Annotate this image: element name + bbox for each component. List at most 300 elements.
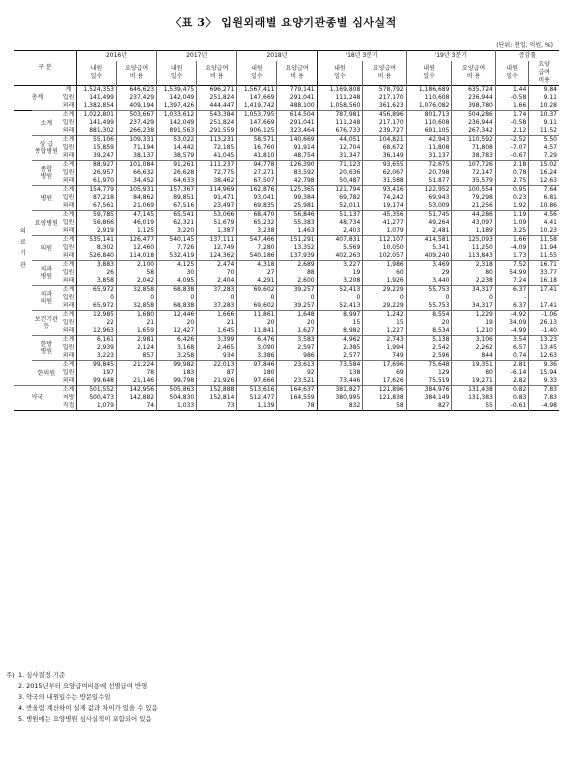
table-cell: 6.81: [529, 194, 559, 202]
table-cell: 29,229: [363, 302, 406, 311]
table-row: [14, 302, 559, 311]
table-cell: 1,397,426: [157, 102, 197, 111]
table-cell: 16.18: [529, 277, 559, 286]
table-cell: 5,569: [317, 244, 363, 252]
table-row: [14, 152, 559, 161]
table-cell: 1,058,560: [317, 102, 363, 111]
table-cell: 110,608: [406, 94, 452, 102]
table-cell: 0.74: [495, 352, 528, 361]
table-cell: 68,672: [363, 144, 406, 152]
table-cell: 291,041: [277, 119, 317, 127]
table-cell: 13,352: [277, 244, 317, 252]
table-cell: 7.83: [529, 394, 559, 402]
table-row: [14, 219, 559, 227]
table-cell: 6.57: [495, 344, 528, 352]
table-cell: 43,097: [452, 219, 495, 227]
table-cell: 55,753: [406, 302, 452, 311]
table-cell: 68,838: [157, 286, 197, 295]
table-row: [14, 177, 559, 186]
table-cell: 844: [452, 352, 495, 361]
table-cell: 2.81: [495, 361, 528, 370]
table-cell: 79,298: [452, 194, 495, 202]
table-cell: 1,926: [363, 277, 406, 286]
table-cell: 3.54: [495, 336, 528, 345]
table-cell: 55,106: [76, 136, 116, 145]
table-row: [14, 94, 559, 102]
table-cell: 676,733: [317, 127, 363, 136]
table-cell: 3,223: [76, 352, 116, 361]
row-type: 입원: [62, 319, 75, 327]
table-cell: 9.11: [529, 94, 559, 102]
table-cell: 111,248: [317, 119, 363, 127]
table-cell: 1,229: [452, 311, 495, 320]
table-cell: 381,827: [317, 386, 363, 395]
table-cell: 505,863: [157, 386, 197, 395]
table-cell: 99,845: [76, 361, 116, 370]
table-cell: 93,655: [363, 161, 406, 170]
header-section: 구 분: [38, 64, 52, 72]
table-cell: 142,049: [157, 94, 197, 102]
table-cell: 12,460: [117, 244, 157, 252]
table-cell: 125,365: [277, 186, 317, 195]
table-cell: 75,519: [406, 377, 452, 386]
table-cell: 12,749: [197, 244, 237, 252]
table-cell: -1.40: [529, 327, 559, 336]
table-cell: 27: [237, 269, 277, 277]
table-cell: 110,608: [406, 119, 452, 127]
table-cell: 58: [363, 402, 406, 411]
row-type: 소계: [62, 261, 75, 269]
table-cell: -: [495, 294, 528, 302]
table-cell: 4.41: [529, 219, 559, 227]
table-cell: 8,302: [76, 244, 116, 252]
table-cell: 55,383: [277, 219, 317, 227]
row-type: 외래: [62, 202, 75, 210]
table-cell: 11,861: [237, 311, 277, 320]
table-cell: 2,262: [452, 344, 495, 352]
table-cell: 9.11: [529, 119, 559, 127]
table-cell: 92: [277, 369, 317, 377]
table-row: [14, 377, 559, 386]
table-cell: 11,841: [237, 327, 277, 336]
table-cell: 11,808: [406, 144, 452, 152]
table-cell: 19,174: [363, 202, 406, 211]
table-cell: 152,888: [197, 386, 237, 395]
table-cell: 646,623: [117, 86, 157, 95]
table-cell: 141,499: [76, 94, 116, 102]
table-cell: 2,577: [317, 352, 363, 361]
table-cell: 3,168: [157, 344, 197, 352]
table-cell: 2,100: [117, 261, 157, 270]
table-cell: 21,069: [117, 202, 157, 211]
table-row: [14, 361, 559, 370]
row-type: 입원: [62, 294, 75, 302]
table-cell: 20,636: [317, 169, 363, 177]
table-cell: 73,446: [317, 377, 363, 386]
table-cell: 33.77: [529, 269, 559, 277]
table-cell: 78: [277, 402, 317, 411]
table-cell: 691,105: [406, 127, 452, 136]
table-cell: 16.71: [529, 261, 559, 270]
table-cell: 3,220: [157, 227, 197, 236]
table-cell: 409,194: [117, 102, 157, 111]
table-cell: 121,838: [363, 394, 406, 402]
table-cell: 2,600: [277, 277, 317, 286]
table-cell: 44,051: [317, 136, 363, 145]
table-cell: 74,242: [363, 194, 406, 202]
table-cell: 251,824: [197, 94, 237, 102]
table-cell: 361,623: [363, 102, 406, 111]
note-item: 2. 2015년부터 요양급여비용에 선별급여 반영: [18, 682, 148, 690]
table-cell: 71,808: [452, 144, 495, 152]
table-cell: 65,541: [157, 211, 197, 220]
row-type: 입원: [62, 219, 75, 227]
table-row: [14, 261, 559, 270]
header-year: '19년 3분기: [406, 51, 495, 62]
table-cell: 53,022: [157, 136, 197, 145]
table-cell: 3,258: [157, 352, 197, 361]
table-cell: 12.63: [529, 352, 559, 361]
table-cell: 1,419,742: [237, 102, 277, 111]
table-cell: 17,626: [363, 377, 406, 386]
table-cell: 38,462: [197, 177, 237, 186]
row-type: 입원: [62, 169, 75, 177]
row-type: 소계: [62, 386, 75, 394]
table-row: [14, 344, 559, 352]
table-cell: 69,943: [406, 194, 452, 202]
table-cell: 13.45: [529, 344, 559, 352]
table-cell: 532,419: [157, 252, 197, 261]
table-cell: 11,250: [452, 244, 495, 252]
table-cell: 0: [452, 294, 495, 302]
table-cell: 614,504: [277, 111, 317, 120]
table-row: [14, 319, 559, 327]
table-cell: 51,679: [197, 219, 237, 227]
note-item: 5. 병원에는 요양병원 심사실적이 포함되어 있음: [18, 715, 152, 723]
table-cell: 407,831: [317, 236, 363, 245]
table-cell: 21,256: [452, 202, 495, 211]
table-cell: 99,982: [157, 361, 197, 370]
table-cell: 20: [406, 319, 452, 327]
table-cell: 37,283: [197, 302, 237, 311]
table-cell: -0.58: [495, 94, 528, 102]
table-cell: 3.25: [495, 227, 528, 236]
table-row: [14, 127, 559, 136]
table-cell: 75,648: [406, 361, 452, 370]
table-cell: 1,186,689: [406, 86, 452, 95]
table-cell: 21,926: [197, 377, 237, 386]
table-cell: 1,189: [452, 227, 495, 236]
table-cell: -4.09: [495, 244, 528, 252]
table-cell: 162,876: [237, 186, 277, 195]
table-cell: 986: [277, 352, 317, 361]
table-cell: 113,843: [452, 252, 495, 261]
table-cell: 4,318: [237, 261, 277, 270]
table-cell: 6.37: [495, 286, 528, 295]
table-cell: 111,248: [317, 94, 363, 102]
table-cell: 0.82: [495, 386, 528, 395]
table-cell: 1,567,411: [237, 86, 277, 95]
table-cell: 5.50: [529, 136, 559, 145]
table-cell: 2,743: [363, 336, 406, 345]
table-cell: 26,957: [76, 169, 116, 177]
row-type: 외래: [62, 352, 75, 360]
table-cell: 36,149: [363, 152, 406, 161]
table-row: [14, 252, 559, 261]
table-cell: 41,045: [197, 152, 237, 161]
table-cell: 10.23: [529, 227, 559, 236]
table-cell: 0: [76, 294, 116, 302]
table-cell: 47,145: [117, 211, 157, 220]
table-cell: 126,390: [277, 161, 317, 170]
table-cell: 9.33: [529, 377, 559, 386]
table-cell: 67,507: [237, 177, 277, 186]
table-cell: 32,858: [117, 302, 157, 311]
table-cell: 34.09: [495, 319, 528, 327]
table-cell: 83,592: [277, 169, 317, 177]
table-cell: 2,596: [406, 352, 452, 361]
table-cell: 102,057: [363, 252, 406, 261]
table-cell: 69,602: [237, 302, 277, 311]
row-type: 외래: [62, 252, 75, 260]
table-row: [14, 202, 559, 211]
table-cell: 0: [197, 294, 237, 302]
table-cell: -4.99: [495, 327, 528, 336]
table-cell: 41,810: [237, 152, 277, 161]
table-cell: 131,383: [452, 394, 495, 402]
table-cell: 2,404: [197, 277, 237, 286]
table-cell: 9.84: [529, 86, 559, 95]
table-cell: 1.92: [495, 202, 528, 211]
table-cell: 0: [277, 294, 317, 302]
table-cell: -0.67: [495, 152, 528, 161]
subgroup-label: 한방 병원: [32, 336, 61, 361]
table-cell: 3,440: [406, 277, 452, 286]
table-cell: 384,976: [406, 386, 452, 395]
subgroup-label: 의원: [32, 236, 61, 261]
notes-label: [6, 692, 18, 703]
table-cell: 1,079: [76, 402, 116, 411]
table-cell: 70: [197, 269, 237, 277]
table-cell: 97,666: [237, 377, 277, 386]
table-cell: 49,264: [406, 219, 452, 227]
header-cost: 요양급여 비 용: [277, 61, 317, 86]
table-cell: 827: [406, 402, 452, 411]
table-cell: 164,559: [277, 394, 317, 402]
notes-label: [6, 703, 18, 714]
table-cell: 237,429: [117, 94, 157, 102]
row-type: 소계: [62, 361, 75, 369]
table-cell: 17,696: [363, 361, 406, 370]
table-cell: 67,516: [157, 202, 197, 211]
table-cell: 11.55: [529, 252, 559, 261]
table-cell: 147,669: [237, 119, 277, 127]
header-cost: 요양급여 비 용: [197, 61, 237, 86]
table-cell: 180: [237, 369, 277, 377]
table-cell: 114,018: [117, 252, 157, 261]
table-cell: 13.23: [529, 336, 559, 345]
table-cell: 409,240: [406, 252, 452, 261]
table-row: [14, 194, 559, 202]
table-cell: 17.41: [529, 286, 559, 295]
table-row: [14, 236, 559, 245]
subgroup-label: 요양병원: [32, 211, 61, 236]
table-cell: 3,583: [277, 336, 317, 345]
table-cell: 7,726: [157, 244, 197, 252]
table-cell: 503,667: [117, 111, 157, 120]
table-cell: 72,185: [197, 144, 237, 152]
table-cell: 857: [117, 352, 157, 361]
table-cell: 1.66: [495, 102, 528, 111]
table-cell: 501,552: [76, 386, 116, 395]
table-cell: 3,883: [76, 261, 116, 270]
table-cell: [529, 294, 559, 302]
table-cell: 51,877: [406, 177, 452, 186]
table-cell: 91,471: [197, 194, 237, 202]
table-cell: 696,271: [197, 86, 237, 95]
table-cell: 101,084: [117, 161, 157, 170]
table-cell: 1,627: [277, 327, 317, 336]
table-cell: 12,963: [76, 327, 116, 336]
table-cell: 62,321: [157, 219, 197, 227]
table-cell: 19,271: [452, 377, 495, 386]
table-cell: 7.29: [529, 152, 559, 161]
table-row: [14, 277, 559, 286]
table-row: [14, 211, 559, 220]
table-cell: 11.58: [529, 236, 559, 245]
note-item: 3. 약국의 내원일수는 방문일수임: [18, 693, 111, 701]
table-cell: 291,559: [197, 127, 237, 136]
table-cell: 55: [452, 402, 495, 411]
table-cell: 26.13: [529, 319, 559, 327]
table-cell: 34,452: [117, 177, 157, 186]
table-cell: 1,666: [197, 311, 237, 320]
table-cell: 380,995: [317, 394, 363, 402]
table-cell: 891,563: [157, 127, 197, 136]
header-rate-days: 내원 일수: [495, 61, 528, 86]
table-cell: 137,939: [277, 252, 317, 261]
table-cell: 21,146: [117, 377, 157, 386]
table-cell: 74: [117, 402, 157, 411]
table-row: [14, 294, 559, 302]
table-cell: 87: [197, 369, 237, 377]
table-cell: 1.44: [495, 86, 528, 95]
table-cell: 39,257: [277, 302, 317, 311]
table-cell: -6.14: [495, 369, 528, 377]
table-cell: 38,579: [157, 152, 197, 161]
row-type: 외래: [62, 277, 75, 285]
table-cell: 3,227: [317, 261, 363, 270]
table-cell: 131,438: [452, 386, 495, 395]
table-cell: 34,317: [452, 302, 495, 311]
table-cell: 5,138: [406, 336, 452, 345]
table-title: 〈표 3〉 입원외래별 요양기관종별 심사실적: [170, 16, 397, 29]
table-cell: 1,524,353: [76, 86, 116, 95]
table-cell: 16,760: [237, 144, 277, 152]
table-cell: 157,367: [157, 186, 197, 195]
table-cell: 635,724: [452, 86, 495, 95]
table-cell: 23,613: [277, 361, 317, 370]
table-cell: 1,659: [117, 327, 157, 336]
table-cell: 71,123: [317, 161, 363, 170]
table-cell: 0: [117, 294, 157, 302]
table-cell: 3,469: [406, 261, 452, 270]
table-row: [14, 227, 559, 236]
table-cell: 266,238: [117, 127, 157, 136]
table-row: [14, 186, 559, 195]
row-type: 소계: [62, 311, 75, 319]
table-cell: 52,413: [317, 302, 363, 311]
notes-label: [6, 681, 18, 692]
row-type: 외래: [62, 227, 75, 235]
table-cell: 906,125: [237, 127, 277, 136]
table-cell: 32,858: [117, 286, 157, 295]
table-cell: 7.52: [495, 261, 528, 270]
table-cell: 72,675: [406, 161, 452, 170]
table-cell: 121,896: [363, 386, 406, 395]
table-cell: 19: [317, 269, 363, 277]
table-row: [14, 352, 559, 361]
row-type: 소계: [62, 186, 75, 194]
table-cell: 114,969: [197, 186, 237, 195]
table-cell: 237,429: [117, 119, 157, 127]
header-year: 2018년: [237, 51, 317, 62]
table-row: [14, 369, 559, 377]
table-cell: 30: [157, 269, 197, 277]
table-row: [14, 394, 559, 402]
table-cell: 1,125: [117, 227, 157, 236]
table-cell: 68,838: [157, 302, 197, 311]
table-cell: 1,053,795: [237, 111, 277, 120]
table-cell: 56,866: [76, 219, 116, 227]
table-cell: 69: [363, 369, 406, 377]
group-label: 총계: [31, 94, 44, 102]
table-cell: 291,041: [277, 94, 317, 102]
table-cell: 91,261: [157, 161, 197, 170]
table-cell: 142,956: [117, 386, 157, 395]
table-cell: 71,194: [117, 144, 157, 152]
table-cell: 129: [406, 369, 452, 377]
row-type: 소계: [62, 286, 75, 294]
table-cell: 80: [452, 269, 495, 277]
table-cell: 934: [197, 352, 237, 361]
table-cell: 779,141: [277, 86, 317, 95]
table-cell: 8,554: [406, 311, 452, 320]
table-cell: 1,645: [197, 327, 237, 336]
table-cell: 1,079: [363, 227, 406, 236]
table-cell: 78: [117, 369, 157, 377]
subgroup-label: 보건기관 등: [32, 311, 61, 336]
table-cell: 504,286: [452, 111, 495, 120]
table-cell: 112,107: [363, 236, 406, 245]
table-cell: 513,616: [237, 386, 277, 395]
table-row: [14, 327, 559, 336]
table-cell: 0.83: [495, 394, 528, 402]
table-cell: 3,208: [317, 277, 363, 286]
table-cell: 414,581: [406, 236, 452, 245]
table-cell: 16.24: [529, 169, 559, 177]
table-cell: 107,726: [452, 161, 495, 170]
table-cell: 27,271: [237, 169, 277, 177]
table-cell: 2,939: [76, 344, 116, 352]
data-table: [14, 50, 559, 411]
table-cell: 15: [317, 319, 363, 327]
table-cell: 2,124: [117, 344, 157, 352]
table-cell: 52,413: [317, 286, 363, 295]
row-type: 소계: [62, 161, 75, 169]
table-cell: 50,487: [317, 177, 363, 186]
table-cell: 138: [317, 369, 363, 377]
